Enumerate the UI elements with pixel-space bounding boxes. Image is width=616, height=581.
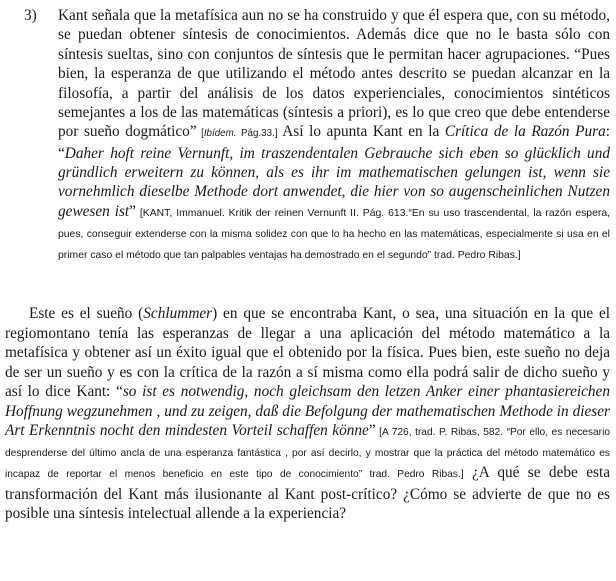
footnote-a726-citation: [A 726, trad. P. Ribas, 582. “Por ello, es necesario desprenderse del último ancla de una esperanza fantástica , por así decirlo, y mostrar que la práctica del método matemático es incapaz de reportar el menos beneficio en este tipo de conocimiento” trad. Pedro Ribas.] [5,427,610,481]
paragraph-text: Este es el sueño ( [29,305,144,322]
item-body [58,6,610,265]
numbered-item-3 [24,6,610,265]
item-text: Así lo apunta Kant en la [277,123,445,141]
paragraph-text: ¿A qué se debe esta transformación del Kant más ilusionante al Kant post-crítico? ¿Cómo se advierte de que no es posible una síntesis intelectual allende a la experiencia? [5,464,610,523]
schlummer-term: Schlummer [143,305,213,322]
german-quote: so ist es notwendig, noch gleichsam den letzen Anker einer phantasiereichen Hoffnung wegzunehmen , und zu zeigen, daß die Befolgung der mathematischen Methode in dieser Art Erkenntnis nocht den mindesten Vorteil schaffen könne [5,383,610,439]
item-text: : “ [58,123,610,162]
item-text: Kant señala que la metafísica aun no se ha construido y que él espera que, con su método, se puedan obtener síntesis de conocimientos. Además dice que no le basta sólo con síntesis sueltas, sino con conjuntos de síntesis que le permitan hacer agrupaciones. “Pues bien, la esperanza de que utilizando el método antes descrito se puedan alcanzar en la filosofía, a partir del análisis de los datos experienciales, conocimientos sintéticos semejantes a los de las matemáticas (síntesis a priori), es lo que creo que debe entenderse por sueño dogmático” [58,7,610,141]
german-quote: Daher hoft reine Vernunft, im traszendentalen Gebrauche sich eben so glücklich und gründlich erweitern zu können, als es ihr im mathematischen gelungen ist, wenn sie vornehmlich dieselbe Methode dort anwendet, die hier von so augenscheinlichen Nutzen gewesen ist [58,144,610,220]
paragraph-text: ” [368,422,376,439]
item-number: 3) [24,7,37,24]
list-item [24,6,610,265]
item-text: ” [129,202,136,220]
footnote-kant-citation: [KANT, Immanuel. Kritik der reinen Vernunft II. Pág. 613.“En su uso trascendental, la razón espera, pues, conseguir extenderse con la misma solidez con que lo ha hecho en las matemáticas, especialmente si usa en el primer caso el método que tan palpables ventajas ha demostrado en el segundo” trad. Pedro Ribas.] [58,207,610,262]
paragraph-text: ) en que se encontraba Kant, o sea, una situación en la que el regiomontano tenía las esperanzas de llegar a una aplicación del método matemático a la metafísica y obtener así un éxito igual que el obtenido por la física. Pues bien, este sueño no deja de ser un sueño y es con la crítica de la razón a sí misma como ella podrá salir de dicho sueño y así lo dice Kant: “ [5,305,610,400]
footnote-ibidem: [Ibídem. Pág.33.] [196,128,278,140]
paragraph-dogmatic-slumber [5,304,610,524]
work-title: Crítica de la Razón Pura [444,123,606,141]
